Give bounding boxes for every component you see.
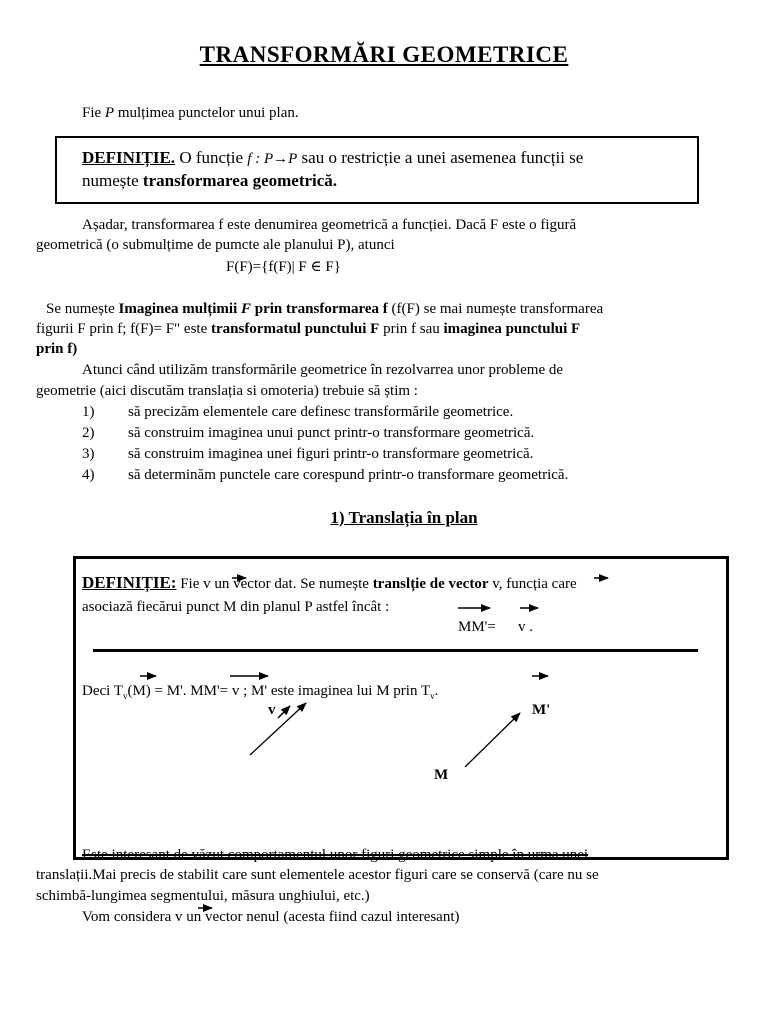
- para2-l2a: figurii F prin f; f(F)= F" este: [36, 321, 211, 337]
- list-text: să determinăm punctele care corespund printr-o transformare geometrică.: [128, 467, 569, 483]
- def2-label: DEFINIȚIE:: [82, 573, 177, 592]
- def1-text-a: O funcție: [175, 148, 248, 167]
- def2-e: , funcția care: [498, 576, 577, 592]
- deci-b: (M) = M'. MM'= v ; M' este imaginea lui M prin T: [127, 683, 431, 699]
- fig-v-label: v: [268, 702, 276, 718]
- para2-line3: prin f): [36, 341, 78, 357]
- list-text: să precizăm elementele care definesc transformările geometrice.: [128, 404, 514, 420]
- para2-l2c: prin f sau: [379, 321, 444, 337]
- para3-line1: Atunci când utilizăm transformările geometrice în rezolvarrea unor probleme de: [82, 362, 564, 378]
- para3-line2: geometrie (aici discutăm translația si omoteria) trebuie să știm :: [36, 383, 418, 399]
- def1-line2-b: transformarea geometrică.: [142, 171, 338, 190]
- para4-line4a: Vom considera: [82, 909, 176, 925]
- para2-l2d: imaginea punctului F: [443, 321, 581, 337]
- list-num: 4): [82, 467, 95, 483]
- para4-line2: translații.Mai precis de stabilit care sunt elementele acestor figuri care se conservă (care nu se: [36, 867, 599, 883]
- para2-l1b: Imaginea mulțimii: [118, 301, 241, 317]
- arrow-v-fig: [278, 706, 290, 718]
- para2-l1e: (f(F) se mai numește transformarea: [387, 301, 604, 317]
- list-text: să construim imaginea unui punct printr-o transformare geometrică.: [128, 425, 535, 441]
- def2-b: un vector dat. Se numește: [210, 576, 373, 592]
- intro-post: mulțimea punctelor unui plan.: [114, 105, 299, 121]
- vector-v-drawing: [250, 703, 306, 755]
- def2-d: v: [488, 576, 499, 592]
- def2-v: v: [203, 576, 211, 592]
- para2-l1d: prin transformarea f: [251, 301, 388, 317]
- list-text: să construim imaginea unei figuri printr-o transformare geometrică.: [128, 446, 534, 462]
- def2-a: Fie: [176, 576, 204, 592]
- plane-symbol: P: [104, 105, 115, 121]
- def2-line2: asociază fiecărui punct M din planul P astfel încât :: [82, 599, 390, 615]
- para4-line1: Este interesant de văzut comportamentul unor figuri geometrice simple în urma unei: [82, 847, 589, 863]
- list-num: 2): [82, 425, 95, 441]
- def1-formula: f : P→P: [247, 151, 298, 167]
- fig-mprime-label: M': [532, 702, 551, 718]
- para4-line4: [82, 907, 460, 927]
- def1-text-b: sau o restricție a unei asemenea funcții se: [297, 148, 584, 167]
- def2-v2: v .: [518, 619, 533, 635]
- def2-c: translție de vector: [372, 576, 489, 592]
- deci-end: .: [434, 683, 439, 699]
- para2-l1c: F: [241, 301, 252, 317]
- vector-mm-drawing: [465, 713, 520, 767]
- para4-line4v: v: [175, 909, 183, 925]
- list-num: 1): [82, 404, 95, 420]
- deci-a: Deci T: [82, 683, 123, 699]
- para1-formula: F(F)={f(F)| F ∈ F}: [226, 259, 341, 275]
- para1-line1: Așadar, transformarea f este denumirea geometrică a funcției. Dacă F este o figură: [82, 217, 577, 233]
- page-title: TRANSFORMĂRI GEOMETRICE: [199, 42, 569, 67]
- list-num: 3): [82, 446, 95, 462]
- def1-label: DEFINIȚIE.: [82, 148, 176, 167]
- deci-sub-v: v: [122, 691, 128, 701]
- section-heading: 1) Translația în plan: [330, 508, 478, 527]
- deci-sub-v2: v: [430, 691, 435, 701]
- def1-line2-a: numește: [82, 171, 143, 190]
- para2-l2b: transformatul punctului F: [210, 321, 380, 337]
- para1-line2: geometrică (o submulțime de pumcte ale planului P), atunci: [36, 237, 395, 253]
- para4-line3: schimbă-lungimea segmentului, măsura unghiului, etc.): [36, 888, 370, 904]
- def2-mm: MM'=: [458, 619, 496, 635]
- para4-line4b: un vector nenul (acesta fiind cazul interesant): [182, 909, 460, 925]
- intro-pre: Fie: [82, 105, 105, 121]
- fig-m-label: M: [434, 767, 449, 783]
- para2-l1a: Se numește: [46, 301, 119, 317]
